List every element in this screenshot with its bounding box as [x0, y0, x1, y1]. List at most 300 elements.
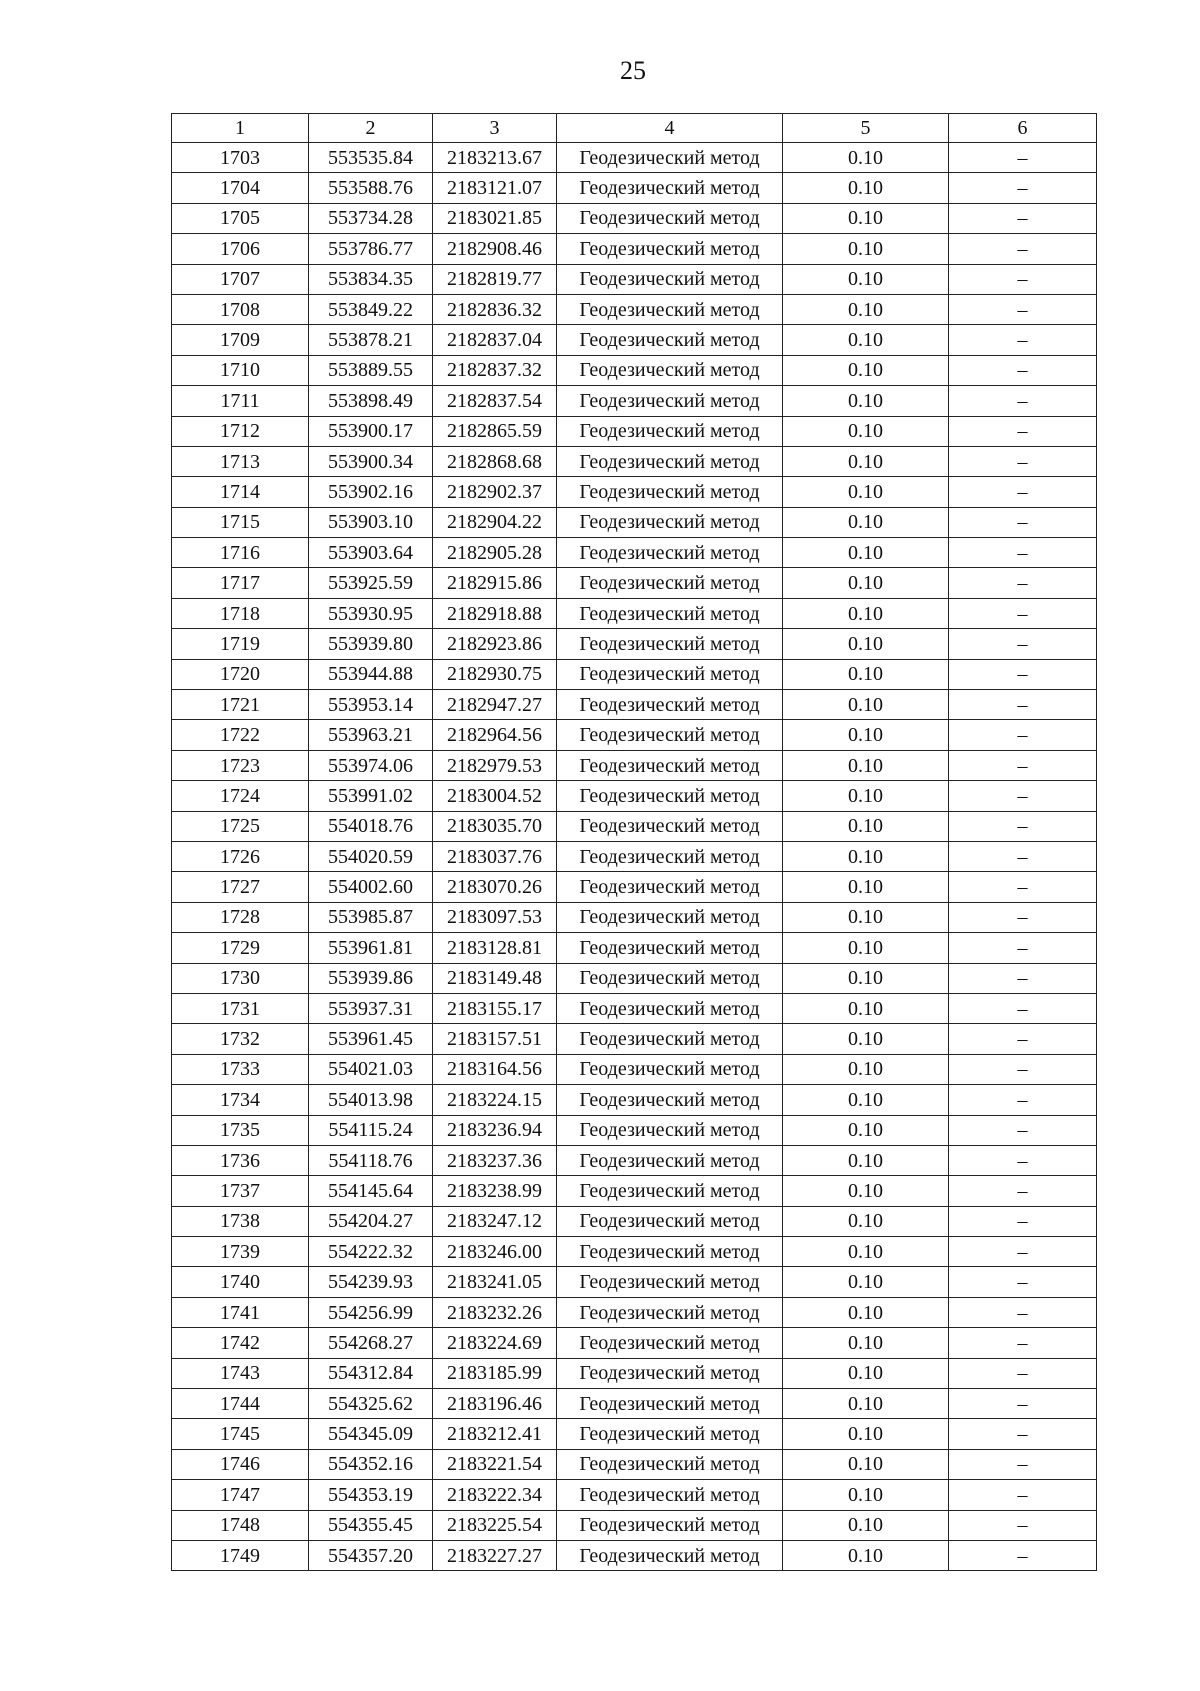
y-coordinate-cell: 2183247.12 — [433, 1206, 557, 1236]
method-cell: Геодезический метод — [557, 1145, 783, 1175]
note-cell: – — [949, 203, 1097, 233]
note-cell: – — [949, 264, 1097, 294]
note-cell: – — [949, 720, 1097, 750]
accuracy-cell: 0.10 — [783, 720, 949, 750]
point-number-cell: 1713 — [172, 446, 309, 476]
note-cell: – — [949, 1206, 1097, 1236]
method-cell: Геодезический метод — [557, 598, 783, 628]
x-coordinate-cell: 553974.06 — [309, 750, 433, 780]
x-coordinate-cell: 554222.32 — [309, 1237, 433, 1267]
accuracy-cell: 0.10 — [783, 690, 949, 720]
y-coordinate-cell: 2182837.54 — [433, 386, 557, 416]
x-coordinate-cell: 553900.17 — [309, 416, 433, 446]
accuracy-cell: 0.10 — [783, 1206, 949, 1236]
x-coordinate-cell: 553930.95 — [309, 598, 433, 628]
y-coordinate-cell: 2183246.00 — [433, 1237, 557, 1267]
note-cell: – — [949, 1237, 1097, 1267]
table-row — [172, 1085, 1097, 1115]
note-cell: – — [949, 416, 1097, 446]
note-cell: – — [949, 1115, 1097, 1145]
method-cell: Геодезический метод — [557, 811, 783, 841]
accuracy-cell: 0.10 — [783, 1054, 949, 1084]
y-coordinate-cell: 2183070.26 — [433, 872, 557, 902]
method-cell: Геодезический метод — [557, 781, 783, 811]
method-cell: Геодезический метод — [557, 1267, 783, 1297]
header-row — [172, 114, 1097, 143]
y-coordinate-cell: 2182908.46 — [433, 234, 557, 264]
table-row — [172, 1480, 1097, 1510]
point-number-cell: 1705 — [172, 203, 309, 233]
accuracy-cell: 0.10 — [783, 325, 949, 355]
point-number-cell: 1726 — [172, 841, 309, 871]
table-row — [172, 203, 1097, 233]
table-row — [172, 538, 1097, 568]
point-number-cell: 1719 — [172, 629, 309, 659]
x-coordinate-cell: 553903.10 — [309, 507, 433, 537]
x-coordinate-cell: 554145.64 — [309, 1176, 433, 1206]
table-row — [172, 1358, 1097, 1388]
point-number-cell: 1720 — [172, 659, 309, 689]
table-row — [172, 1389, 1097, 1419]
note-cell: – — [949, 629, 1097, 659]
accuracy-cell: 0.10 — [783, 841, 949, 871]
table-row — [172, 568, 1097, 598]
note-cell: – — [949, 294, 1097, 324]
method-cell: Геодезический метод — [557, 1480, 783, 1510]
note-cell: – — [949, 1267, 1097, 1297]
y-coordinate-cell: 2183157.51 — [433, 1024, 557, 1054]
y-coordinate-cell: 2183037.76 — [433, 841, 557, 871]
method-cell: Геодезический метод — [557, 1328, 783, 1358]
y-coordinate-cell: 2183004.52 — [433, 781, 557, 811]
note-cell: – — [949, 325, 1097, 355]
point-number-cell: 1722 — [172, 720, 309, 750]
point-number-cell: 1725 — [172, 811, 309, 841]
point-number-cell: 1733 — [172, 1054, 309, 1084]
y-coordinate-cell: 2183238.99 — [433, 1176, 557, 1206]
table-row — [172, 264, 1097, 294]
method-cell: Геодезический метод — [557, 1419, 783, 1449]
y-coordinate-cell: 2182837.32 — [433, 355, 557, 385]
accuracy-cell: 0.10 — [783, 629, 949, 659]
method-cell: Геодезический метод — [557, 538, 783, 568]
point-number-cell: 1703 — [172, 143, 309, 173]
x-coordinate-cell: 554355.45 — [309, 1510, 433, 1540]
x-coordinate-cell: 553786.77 — [309, 234, 433, 264]
y-coordinate-cell: 2182979.53 — [433, 750, 557, 780]
table-row — [172, 143, 1097, 173]
header-col-6: 6 — [949, 114, 1097, 143]
point-number-cell: 1748 — [172, 1510, 309, 1540]
table-row — [172, 841, 1097, 871]
header-col-3: 3 — [433, 114, 557, 143]
x-coordinate-cell: 553535.84 — [309, 143, 433, 173]
table-row — [172, 1206, 1097, 1236]
point-number-cell: 1709 — [172, 325, 309, 355]
y-coordinate-cell: 2183224.69 — [433, 1328, 557, 1358]
x-coordinate-cell: 553944.88 — [309, 659, 433, 689]
table-row — [172, 963, 1097, 993]
point-number-cell: 1744 — [172, 1389, 309, 1419]
x-coordinate-cell: 554204.27 — [309, 1206, 433, 1236]
table-row — [172, 720, 1097, 750]
x-coordinate-cell: 553849.22 — [309, 294, 433, 324]
accuracy-cell: 0.10 — [783, 750, 949, 780]
method-cell: Геодезический метод — [557, 1054, 783, 1084]
x-coordinate-cell: 554345.09 — [309, 1419, 433, 1449]
x-coordinate-cell: 554325.62 — [309, 1389, 433, 1419]
accuracy-cell: 0.10 — [783, 963, 949, 993]
y-coordinate-cell: 2183225.54 — [433, 1510, 557, 1540]
method-cell: Геодезический метод — [557, 1115, 783, 1145]
point-number-cell: 1721 — [172, 690, 309, 720]
table-row — [172, 446, 1097, 476]
x-coordinate-cell: 554352.16 — [309, 1449, 433, 1479]
accuracy-cell: 0.10 — [783, 1024, 949, 1054]
y-coordinate-cell: 2182868.68 — [433, 446, 557, 476]
table-row — [172, 325, 1097, 355]
point-number-cell: 1728 — [172, 902, 309, 932]
method-cell: Геодезический метод — [557, 872, 783, 902]
header-col-1: 1 — [172, 114, 309, 143]
accuracy-cell: 0.10 — [783, 264, 949, 294]
note-cell: – — [949, 811, 1097, 841]
accuracy-cell: 0.10 — [783, 1115, 949, 1145]
accuracy-cell: 0.10 — [783, 386, 949, 416]
method-cell: Геодезический метод — [557, 629, 783, 659]
y-coordinate-cell: 2183121.07 — [433, 173, 557, 203]
y-coordinate-cell: 2182915.86 — [433, 568, 557, 598]
y-coordinate-cell: 2183227.27 — [433, 1540, 557, 1570]
method-cell: Геодезический метод — [557, 1085, 783, 1115]
accuracy-cell: 0.10 — [783, 902, 949, 932]
point-number-cell: 1724 — [172, 781, 309, 811]
table-row — [172, 781, 1097, 811]
point-number-cell: 1731 — [172, 993, 309, 1023]
point-number-cell: 1729 — [172, 933, 309, 963]
point-number-cell: 1717 — [172, 568, 309, 598]
y-coordinate-cell: 2183236.94 — [433, 1115, 557, 1145]
point-number-cell: 1738 — [172, 1206, 309, 1236]
accuracy-cell: 0.10 — [783, 355, 949, 385]
table-row — [172, 629, 1097, 659]
note-cell: – — [949, 1480, 1097, 1510]
table-row — [172, 1176, 1097, 1206]
point-number-cell: 1715 — [172, 507, 309, 537]
method-cell: Геодезический метод — [557, 720, 783, 750]
x-coordinate-cell: 553834.35 — [309, 264, 433, 294]
note-cell: – — [949, 963, 1097, 993]
point-number-cell: 1723 — [172, 750, 309, 780]
point-number-cell: 1746 — [172, 1449, 309, 1479]
point-number-cell: 1716 — [172, 538, 309, 568]
point-number-cell: 1742 — [172, 1328, 309, 1358]
accuracy-cell: 0.10 — [783, 811, 949, 841]
method-cell: Геодезический метод — [557, 1024, 783, 1054]
note-cell: – — [949, 841, 1097, 871]
y-coordinate-cell: 2182902.37 — [433, 477, 557, 507]
method-cell: Геодезический метод — [557, 1176, 783, 1206]
accuracy-cell: 0.10 — [783, 1449, 949, 1479]
y-coordinate-cell: 2183021.85 — [433, 203, 557, 233]
point-number-cell: 1736 — [172, 1145, 309, 1175]
method-cell: Геодезический метод — [557, 386, 783, 416]
x-coordinate-cell: 553953.14 — [309, 690, 433, 720]
note-cell: – — [949, 173, 1097, 203]
accuracy-cell: 0.10 — [783, 1480, 949, 1510]
y-coordinate-cell: 2183232.26 — [433, 1297, 557, 1327]
method-cell: Геодезический метод — [557, 507, 783, 537]
note-cell: – — [949, 355, 1097, 385]
point-number-cell: 1745 — [172, 1419, 309, 1449]
note-cell: – — [949, 598, 1097, 628]
method-cell: Геодезический метод — [557, 294, 783, 324]
accuracy-cell: 0.10 — [783, 143, 949, 173]
note-cell: – — [949, 1176, 1097, 1206]
point-number-cell: 1743 — [172, 1358, 309, 1388]
table-row — [172, 993, 1097, 1023]
y-coordinate-cell: 2183196.46 — [433, 1389, 557, 1419]
x-coordinate-cell: 553898.49 — [309, 386, 433, 416]
x-coordinate-cell: 554312.84 — [309, 1358, 433, 1388]
table-row — [172, 1115, 1097, 1145]
table-row — [172, 1419, 1097, 1449]
method-cell: Геодезический метод — [557, 963, 783, 993]
x-coordinate-cell: 554353.19 — [309, 1480, 433, 1510]
y-coordinate-cell: 2182837.04 — [433, 325, 557, 355]
y-coordinate-cell: 2182819.77 — [433, 264, 557, 294]
y-coordinate-cell: 2183035.70 — [433, 811, 557, 841]
y-coordinate-cell: 2183221.54 — [433, 1449, 557, 1479]
note-cell: – — [949, 933, 1097, 963]
note-cell: – — [949, 568, 1097, 598]
method-cell: Геодезический метод — [557, 446, 783, 476]
y-coordinate-cell: 2183185.99 — [433, 1358, 557, 1388]
method-cell: Геодезический метод — [557, 902, 783, 932]
x-coordinate-cell: 553991.02 — [309, 781, 433, 811]
point-number-cell: 1732 — [172, 1024, 309, 1054]
y-coordinate-cell: 2183224.15 — [433, 1085, 557, 1115]
accuracy-cell: 0.10 — [783, 1358, 949, 1388]
accuracy-cell: 0.10 — [783, 1176, 949, 1206]
method-cell: Геодезический метод — [557, 1358, 783, 1388]
page-number: 25 — [620, 56, 646, 85]
table-row — [172, 1297, 1097, 1327]
method-cell: Геодезический метод — [557, 993, 783, 1023]
point-number-cell: 1710 — [172, 355, 309, 385]
point-number-cell: 1730 — [172, 963, 309, 993]
accuracy-cell: 0.10 — [783, 1389, 949, 1419]
x-coordinate-cell: 554239.93 — [309, 1267, 433, 1297]
accuracy-cell: 0.10 — [783, 416, 949, 446]
y-coordinate-cell: 2183222.34 — [433, 1480, 557, 1510]
method-cell: Геодезический метод — [557, 355, 783, 385]
table-row — [172, 477, 1097, 507]
note-cell: – — [949, 1328, 1097, 1358]
accuracy-cell: 0.10 — [783, 1297, 949, 1327]
table-row — [172, 416, 1097, 446]
method-cell: Геодезический метод — [557, 933, 783, 963]
note-cell: – — [949, 1389, 1097, 1419]
accuracy-cell: 0.10 — [783, 173, 949, 203]
note-cell: – — [949, 1358, 1097, 1388]
point-number-cell: 1740 — [172, 1267, 309, 1297]
table-row — [172, 690, 1097, 720]
note-cell: – — [949, 1024, 1097, 1054]
accuracy-cell: 0.10 — [783, 477, 949, 507]
accuracy-cell: 0.10 — [783, 1510, 949, 1540]
x-coordinate-cell: 553961.45 — [309, 1024, 433, 1054]
method-cell: Геодезический метод — [557, 841, 783, 871]
table-row — [172, 294, 1097, 324]
note-cell: – — [949, 1540, 1097, 1570]
point-number-cell: 1735 — [172, 1115, 309, 1145]
coordinates-table — [171, 113, 1097, 1571]
y-coordinate-cell: 2182947.27 — [433, 690, 557, 720]
method-cell: Геодезический метод — [557, 750, 783, 780]
note-cell: – — [949, 538, 1097, 568]
x-coordinate-cell: 554021.03 — [309, 1054, 433, 1084]
table-row — [172, 1054, 1097, 1084]
x-coordinate-cell: 553961.81 — [309, 933, 433, 963]
point-number-cell: 1737 — [172, 1176, 309, 1206]
x-coordinate-cell: 553985.87 — [309, 902, 433, 932]
method-cell: Геодезический метод — [557, 203, 783, 233]
table-row — [172, 1449, 1097, 1479]
x-coordinate-cell: 554002.60 — [309, 872, 433, 902]
accuracy-cell: 0.10 — [783, 203, 949, 233]
x-coordinate-cell: 553963.21 — [309, 720, 433, 750]
point-number-cell: 1708 — [172, 294, 309, 324]
accuracy-cell: 0.10 — [783, 781, 949, 811]
table-row — [172, 811, 1097, 841]
method-cell: Геодезический метод — [557, 659, 783, 689]
table-row — [172, 872, 1097, 902]
x-coordinate-cell: 553903.64 — [309, 538, 433, 568]
table-header — [172, 114, 1097, 143]
method-cell: Геодезический метод — [557, 143, 783, 173]
accuracy-cell: 0.10 — [783, 568, 949, 598]
y-coordinate-cell: 2182865.59 — [433, 416, 557, 446]
table-body — [172, 143, 1097, 1571]
method-cell: Геодезический метод — [557, 1206, 783, 1236]
y-coordinate-cell: 2182923.86 — [433, 629, 557, 659]
x-coordinate-cell: 554018.76 — [309, 811, 433, 841]
point-number-cell: 1739 — [172, 1237, 309, 1267]
y-coordinate-cell: 2183212.41 — [433, 1419, 557, 1449]
x-coordinate-cell: 554115.24 — [309, 1115, 433, 1145]
method-cell: Геодезический метод — [557, 234, 783, 264]
table-row — [172, 659, 1097, 689]
note-cell: – — [949, 507, 1097, 537]
y-coordinate-cell: 2183237.36 — [433, 1145, 557, 1175]
point-number-cell: 1741 — [172, 1297, 309, 1327]
note-cell: – — [949, 234, 1097, 264]
table-row — [172, 1328, 1097, 1358]
note-cell: – — [949, 1449, 1097, 1479]
method-cell: Геодезический метод — [557, 1237, 783, 1267]
y-coordinate-cell: 2182918.88 — [433, 598, 557, 628]
note-cell: – — [949, 1145, 1097, 1175]
accuracy-cell: 0.10 — [783, 1145, 949, 1175]
table-row — [172, 386, 1097, 416]
point-number-cell: 1704 — [172, 173, 309, 203]
table-row — [172, 1024, 1097, 1054]
note-cell: – — [949, 750, 1097, 780]
x-coordinate-cell: 553588.76 — [309, 173, 433, 203]
accuracy-cell: 0.10 — [783, 507, 949, 537]
note-cell: – — [949, 477, 1097, 507]
point-number-cell: 1712 — [172, 416, 309, 446]
method-cell: Геодезический метод — [557, 1510, 783, 1540]
y-coordinate-cell: 2182964.56 — [433, 720, 557, 750]
x-coordinate-cell: 553925.59 — [309, 568, 433, 598]
table-row — [172, 598, 1097, 628]
note-cell: – — [949, 1054, 1097, 1084]
method-cell: Геодезический метод — [557, 690, 783, 720]
table-row — [172, 507, 1097, 537]
note-cell: – — [949, 386, 1097, 416]
note-cell: – — [949, 446, 1097, 476]
x-coordinate-cell: 553900.34 — [309, 446, 433, 476]
y-coordinate-cell: 2182836.32 — [433, 294, 557, 324]
accuracy-cell: 0.10 — [783, 234, 949, 264]
y-coordinate-cell: 2182930.75 — [433, 659, 557, 689]
x-coordinate-cell: 554256.99 — [309, 1297, 433, 1327]
accuracy-cell: 0.10 — [783, 1085, 949, 1115]
x-coordinate-cell: 553937.31 — [309, 993, 433, 1023]
y-coordinate-cell: 2183128.81 — [433, 933, 557, 963]
point-number-cell: 1747 — [172, 1480, 309, 1510]
method-cell: Геодезический метод — [557, 1449, 783, 1479]
method-cell: Геодезический метод — [557, 264, 783, 294]
method-cell: Геодезический метод — [557, 1540, 783, 1570]
accuracy-cell: 0.10 — [783, 993, 949, 1023]
y-coordinate-cell: 2183155.17 — [433, 993, 557, 1023]
note-cell: – — [949, 993, 1097, 1023]
note-cell: – — [949, 1085, 1097, 1115]
accuracy-cell: 0.10 — [783, 1237, 949, 1267]
accuracy-cell: 0.10 — [783, 1328, 949, 1358]
y-coordinate-cell: 2182904.22 — [433, 507, 557, 537]
method-cell: Геодезический метод — [557, 173, 783, 203]
accuracy-cell: 0.10 — [783, 598, 949, 628]
note-cell: – — [949, 781, 1097, 811]
y-coordinate-cell: 2183213.67 — [433, 143, 557, 173]
note-cell: – — [949, 1297, 1097, 1327]
x-coordinate-cell: 553878.21 — [309, 325, 433, 355]
note-cell: – — [949, 143, 1097, 173]
point-number-cell: 1707 — [172, 264, 309, 294]
point-number-cell: 1749 — [172, 1540, 309, 1570]
table-row — [172, 1145, 1097, 1175]
y-coordinate-cell: 2182905.28 — [433, 538, 557, 568]
accuracy-cell: 0.10 — [783, 446, 949, 476]
table-row — [172, 1540, 1097, 1570]
table-row — [172, 1510, 1097, 1540]
note-cell: – — [949, 1510, 1097, 1540]
table-row — [172, 750, 1097, 780]
table-row — [172, 234, 1097, 264]
method-cell: Геодезический метод — [557, 416, 783, 446]
method-cell: Геодезический метод — [557, 568, 783, 598]
note-cell: – — [949, 872, 1097, 902]
y-coordinate-cell: 2183241.05 — [433, 1267, 557, 1297]
point-number-cell: 1706 — [172, 234, 309, 264]
accuracy-cell: 0.10 — [783, 872, 949, 902]
method-cell: Геодезический метод — [557, 477, 783, 507]
x-coordinate-cell: 554357.20 — [309, 1540, 433, 1570]
